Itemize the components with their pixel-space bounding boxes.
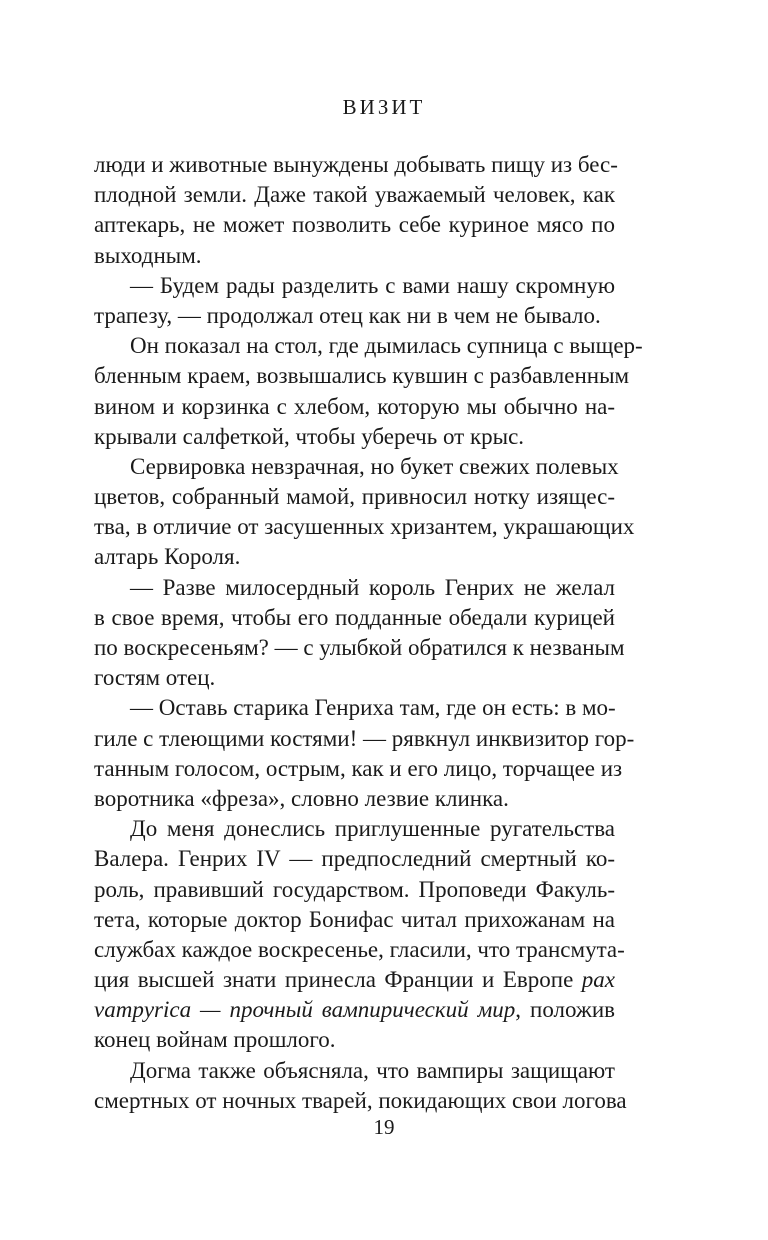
text-line: гиле с тлеющими костями! — рявкнул инквизитор гор- xyxy=(94,725,635,751)
text-line: Догма также объясняла, что вампиры защищают xyxy=(130,1057,615,1083)
paragraph xyxy=(94,573,625,694)
text-line: Валера. Генрих IV — предпоследний смертный ко- xyxy=(94,846,615,872)
paragraph xyxy=(94,1056,627,1116)
body-text xyxy=(94,150,643,1116)
text-line: роль, правивший государством. Проповеди Факуль- xyxy=(94,876,615,902)
text-line: воротника «фреза», словно лезвие клинка. xyxy=(94,785,509,811)
text-line: Сервировка невзрачная, но букет свежих полевых xyxy=(130,453,619,479)
text-line: крывали салфеткой, чтобы уберечь от крыс. xyxy=(94,423,525,449)
text-line: люди и животные вынуждены добывать пищу из бес- xyxy=(94,152,618,177)
paragraph xyxy=(94,271,615,331)
text-line: тета, которые доктор Бонифас читал прихожанам на xyxy=(94,906,615,932)
text-line: танным голосом, острым, как и его лицо, торчащее из xyxy=(94,755,623,781)
text-line: цветов, собранный мамой, привносил нотку изящес- xyxy=(94,484,615,510)
paragraph xyxy=(94,814,625,1056)
text-line-with-emphasis xyxy=(94,995,615,1025)
page-number: 19 xyxy=(373,1115,395,1139)
text-line: — Разве милосердный король Генрих не желал xyxy=(130,574,615,600)
text-line: конец войнам прошлого. xyxy=(94,1027,336,1053)
paragraph xyxy=(94,693,635,814)
running-head: ВИЗИТ xyxy=(342,95,426,119)
text-line: службах каждое воскресенье, гласили, что трансмута- xyxy=(94,936,625,962)
text-line: бленным краем, возвышались кувшин с разбавленным xyxy=(94,363,630,389)
emphasis-latin: pax xyxy=(581,967,616,993)
text-line: гостям отец. xyxy=(94,665,216,691)
text-segment: , положив xyxy=(515,997,615,1023)
text-line: по воскресеньям? — с улыбкой обратился к незваным xyxy=(94,635,625,660)
text-line: тва, в отличие от засушенных хризантем, украшающих xyxy=(94,514,635,540)
paragraph xyxy=(94,331,643,452)
text-line: — Оставь старика Генриха там, где он есть: в мо- xyxy=(130,695,616,721)
text-line: плодной земли. Даже такой уважаемый человек, как xyxy=(94,182,615,208)
text-line: вином и корзинка с хлебом, которую мы обычно на- xyxy=(94,393,615,419)
paragraph xyxy=(94,150,618,271)
text-line: в свое время, чтобы его подданные обедали курицей xyxy=(94,604,615,630)
text-line: — Будем рады разделить с вами нашу скромную xyxy=(130,272,615,298)
text-segment: ция высшей знати принесла Франции и Европе xyxy=(94,967,574,993)
emphasis-phrase: vampyrica — прочный вампирический мир xyxy=(94,997,516,1023)
text-line: трапезу, — продолжал отец как ни в чем не бывало. xyxy=(94,302,601,328)
paragraph xyxy=(94,452,635,573)
text-line: смертных от ночных тварей, покидающих свои логова xyxy=(94,1087,627,1113)
text-line: выходным. xyxy=(94,242,202,268)
text-line: аптекарь, не может позволить себе куриное мясо по xyxy=(94,212,615,238)
text-line: алтарь Короля. xyxy=(94,544,241,570)
text-line: Он показал на стол, где дымилась супница с выщер- xyxy=(130,333,643,359)
text-line: До меня донеслись приглушенные ругательства xyxy=(130,816,615,842)
text-line-with-emphasis xyxy=(94,965,615,995)
